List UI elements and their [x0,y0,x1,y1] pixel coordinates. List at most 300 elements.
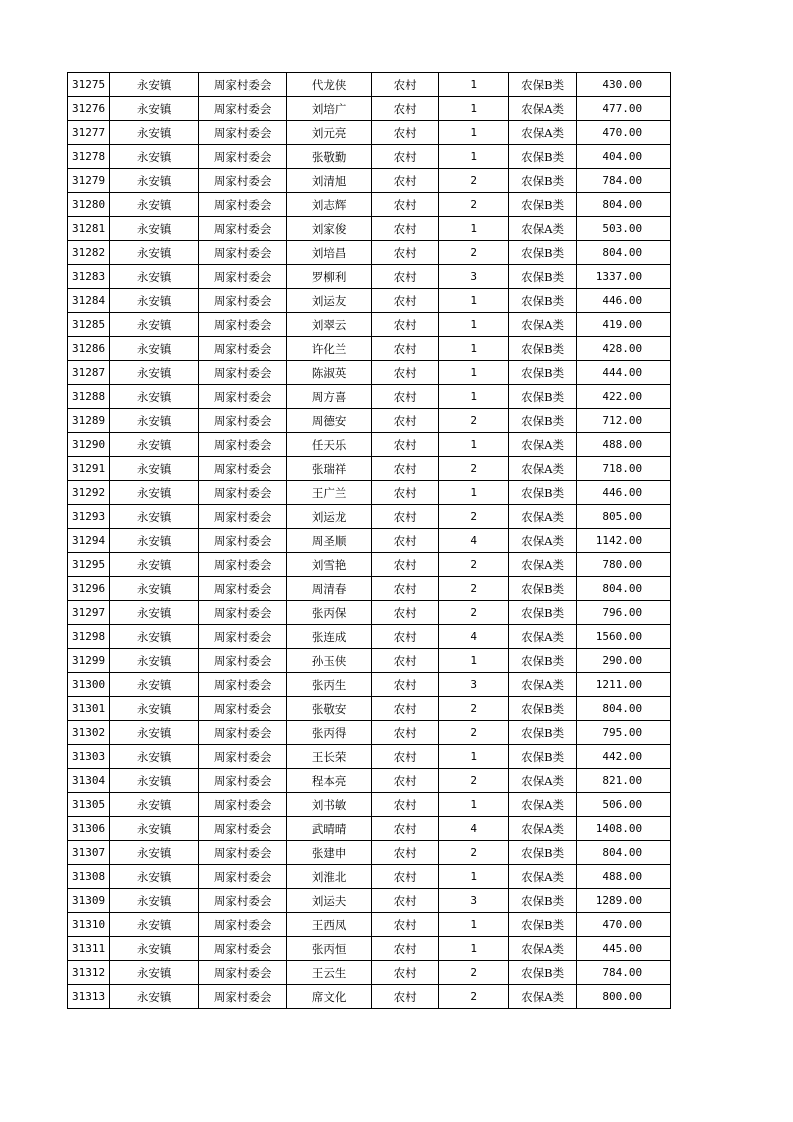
town-cell: 永安镇 [110,745,199,769]
type-cell: 农村 [372,697,439,721]
town-cell: 永安镇 [110,553,199,577]
category-cell: 农保A类 [509,673,577,697]
amount-cell: 290.00 [577,649,671,673]
category-cell: 农保B类 [509,73,577,97]
table-row [68,337,671,361]
category-cell: 农保B类 [509,409,577,433]
town-cell: 永安镇 [110,385,199,409]
town-cell: 永安镇 [110,193,199,217]
amount-cell: 477.00 [577,97,671,121]
count-cell: 2 [439,985,509,1009]
town-cell: 永安镇 [110,121,199,145]
name-cell: 周清春 [287,577,372,601]
name-cell: 刘雪艳 [287,553,372,577]
id-cell: 31283 [68,265,110,289]
type-cell: 农村 [372,769,439,793]
village-cell: 周家村委会 [199,769,287,793]
amount-cell: 470.00 [577,913,671,937]
name-cell: 任天乐 [287,433,372,457]
name-cell: 张敬勤 [287,145,372,169]
type-cell: 农村 [372,361,439,385]
table-row [68,817,671,841]
category-cell: 农保A类 [509,313,577,337]
type-cell: 农村 [372,73,439,97]
count-cell: 1 [439,649,509,673]
table-row [68,73,671,97]
village-cell: 周家村委会 [199,73,287,97]
type-cell: 农村 [372,121,439,145]
id-cell: 31277 [68,121,110,145]
category-cell: 农保B类 [509,145,577,169]
table-row [68,649,671,673]
town-cell: 永安镇 [110,217,199,241]
count-cell: 2 [439,577,509,601]
count-cell: 1 [439,865,509,889]
name-cell: 罗柳利 [287,265,372,289]
type-cell: 农村 [372,193,439,217]
table-row [68,697,671,721]
town-cell: 永安镇 [110,409,199,433]
category-cell: 农保B类 [509,721,577,745]
type-cell: 农村 [372,577,439,601]
town-cell: 永安镇 [110,457,199,481]
village-cell: 周家村委会 [199,217,287,241]
amount-cell: 805.00 [577,505,671,529]
name-cell: 张连成 [287,625,372,649]
category-cell: 农保A类 [509,937,577,961]
category-cell: 农保A类 [509,97,577,121]
data-table [67,72,671,1009]
amount-cell: 1142.00 [577,529,671,553]
table-row [68,505,671,529]
town-cell: 永安镇 [110,841,199,865]
amount-cell: 422.00 [577,385,671,409]
town-cell: 永安镇 [110,865,199,889]
count-cell: 1 [439,937,509,961]
count-cell: 1 [439,481,509,505]
count-cell: 2 [439,457,509,481]
table-row [68,529,671,553]
village-cell: 周家村委会 [199,577,287,601]
category-cell: 农保B类 [509,913,577,937]
village-cell: 周家村委会 [199,193,287,217]
town-cell: 永安镇 [110,313,199,337]
name-cell: 武晴晴 [287,817,372,841]
id-cell: 31289 [68,409,110,433]
category-cell: 农保B类 [509,385,577,409]
table-row [68,721,671,745]
id-cell: 31298 [68,625,110,649]
id-cell: 31293 [68,505,110,529]
village-cell: 周家村委会 [199,433,287,457]
amount-cell: 442.00 [577,745,671,769]
village-cell: 周家村委会 [199,313,287,337]
table-row [68,457,671,481]
type-cell: 农村 [372,529,439,553]
type-cell: 农村 [372,169,439,193]
id-cell: 31310 [68,913,110,937]
town-cell: 永安镇 [110,961,199,985]
amount-cell: 796.00 [577,601,671,625]
table-row [68,865,671,889]
amount-cell: 1211.00 [577,673,671,697]
id-cell: 31306 [68,817,110,841]
village-cell: 周家村委会 [199,721,287,745]
id-cell: 31308 [68,865,110,889]
amount-cell: 804.00 [577,697,671,721]
name-cell: 刘清旭 [287,169,372,193]
count-cell: 1 [439,217,509,241]
name-cell: 周方喜 [287,385,372,409]
table-row [68,673,671,697]
village-cell: 周家村委会 [199,793,287,817]
village-cell: 周家村委会 [199,985,287,1009]
table-row [68,625,671,649]
name-cell: 张丙保 [287,601,372,625]
village-cell: 周家村委会 [199,937,287,961]
category-cell: 农保B类 [509,841,577,865]
id-cell: 31281 [68,217,110,241]
category-cell: 农保B类 [509,169,577,193]
count-cell: 2 [439,697,509,721]
id-cell: 31301 [68,697,110,721]
name-cell: 刘淮北 [287,865,372,889]
category-cell: 农保B类 [509,241,577,265]
table-row [68,121,671,145]
village-cell: 周家村委会 [199,481,287,505]
town-cell: 永安镇 [110,361,199,385]
id-cell: 31309 [68,889,110,913]
category-cell: 农保A类 [509,625,577,649]
village-cell: 周家村委会 [199,97,287,121]
type-cell: 农村 [372,553,439,577]
name-cell: 张建申 [287,841,372,865]
village-cell: 周家村委会 [199,529,287,553]
table-row [68,361,671,385]
id-cell: 31294 [68,529,110,553]
amount-cell: 800.00 [577,985,671,1009]
village-cell: 周家村委会 [199,841,287,865]
table-row [68,145,671,169]
town-cell: 永安镇 [110,625,199,649]
name-cell: 王西凤 [287,913,372,937]
category-cell: 农保B类 [509,265,577,289]
name-cell: 刘运龙 [287,505,372,529]
village-cell: 周家村委会 [199,289,287,313]
table-row [68,553,671,577]
name-cell: 张敬安 [287,697,372,721]
id-cell: 31280 [68,193,110,217]
category-cell: 农保A类 [509,457,577,481]
name-cell: 刘运友 [287,289,372,313]
table-row [68,481,671,505]
name-cell: 张丙恒 [287,937,372,961]
count-cell: 1 [439,97,509,121]
name-cell: 王云生 [287,961,372,985]
town-cell: 永安镇 [110,97,199,121]
id-cell: 31290 [68,433,110,457]
amount-cell: 419.00 [577,313,671,337]
id-cell: 31295 [68,553,110,577]
name-cell: 刘运夫 [287,889,372,913]
category-cell: 农保B类 [509,961,577,985]
category-cell: 农保A类 [509,985,577,1009]
town-cell: 永安镇 [110,73,199,97]
type-cell: 农村 [372,841,439,865]
amount-cell: 712.00 [577,409,671,433]
town-cell: 永安镇 [110,673,199,697]
amount-cell: 446.00 [577,481,671,505]
count-cell: 2 [439,193,509,217]
table-row [68,241,671,265]
table-row [68,841,671,865]
count-cell: 1 [439,361,509,385]
village-cell: 周家村委会 [199,265,287,289]
count-cell: 1 [439,337,509,361]
name-cell: 刘培昌 [287,241,372,265]
town-cell: 永安镇 [110,769,199,793]
type-cell: 农村 [372,337,439,361]
id-cell: 31282 [68,241,110,265]
category-cell: 农保B类 [509,697,577,721]
count-cell: 4 [439,625,509,649]
town-cell: 永安镇 [110,505,199,529]
count-cell: 3 [439,889,509,913]
table-row [68,169,671,193]
village-cell: 周家村委会 [199,505,287,529]
town-cell: 永安镇 [110,169,199,193]
count-cell: 2 [439,601,509,625]
amount-cell: 804.00 [577,577,671,601]
amount-cell: 821.00 [577,769,671,793]
amount-cell: 1560.00 [577,625,671,649]
town-cell: 永安镇 [110,241,199,265]
amount-cell: 404.00 [577,145,671,169]
count-cell: 1 [439,121,509,145]
type-cell: 农村 [372,409,439,433]
count-cell: 2 [439,841,509,865]
type-cell: 农村 [372,865,439,889]
category-cell: 农保B类 [509,289,577,313]
name-cell: 张丙得 [287,721,372,745]
category-cell: 农保B类 [509,577,577,601]
category-cell: 农保A类 [509,433,577,457]
count-cell: 1 [439,913,509,937]
type-cell: 农村 [372,481,439,505]
count-cell: 3 [439,265,509,289]
count-cell: 2 [439,169,509,193]
type-cell: 农村 [372,241,439,265]
amount-cell: 795.00 [577,721,671,745]
town-cell: 永安镇 [110,889,199,913]
id-cell: 31299 [68,649,110,673]
table-row [68,409,671,433]
type-cell: 农村 [372,601,439,625]
town-cell: 永安镇 [110,721,199,745]
type-cell: 农村 [372,433,439,457]
village-cell: 周家村委会 [199,553,287,577]
category-cell: 农保A类 [509,817,577,841]
count-cell: 2 [439,721,509,745]
amount-cell: 428.00 [577,337,671,361]
name-cell: 刘志辉 [287,193,372,217]
category-cell: 农保A类 [509,769,577,793]
type-cell: 农村 [372,889,439,913]
type-cell: 农村 [372,721,439,745]
category-cell: 农保B类 [509,745,577,769]
town-cell: 永安镇 [110,937,199,961]
town-cell: 永安镇 [110,649,199,673]
name-cell: 刘书敏 [287,793,372,817]
amount-cell: 784.00 [577,169,671,193]
type-cell: 农村 [372,505,439,529]
table-row [68,265,671,289]
type-cell: 农村 [372,961,439,985]
town-cell: 永安镇 [110,265,199,289]
amount-cell: 784.00 [577,961,671,985]
category-cell: 农保B类 [509,889,577,913]
amount-cell: 488.00 [577,865,671,889]
name-cell: 席文化 [287,985,372,1009]
amount-cell: 804.00 [577,193,671,217]
id-cell: 31304 [68,769,110,793]
table-row [68,577,671,601]
village-cell: 周家村委会 [199,745,287,769]
amount-cell: 1289.00 [577,889,671,913]
category-cell: 农保A类 [509,553,577,577]
table-row [68,769,671,793]
amount-cell: 488.00 [577,433,671,457]
town-cell: 永安镇 [110,985,199,1009]
amount-cell: 780.00 [577,553,671,577]
amount-cell: 718.00 [577,457,671,481]
town-cell: 永安镇 [110,289,199,313]
table-row [68,793,671,817]
type-cell: 农村 [372,793,439,817]
village-cell: 周家村委会 [199,169,287,193]
count-cell: 3 [439,673,509,697]
village-cell: 周家村委会 [199,385,287,409]
id-cell: 31276 [68,97,110,121]
category-cell: 农保A类 [509,529,577,553]
name-cell: 孙玉侠 [287,649,372,673]
amount-cell: 446.00 [577,289,671,313]
count-cell: 1 [439,745,509,769]
type-cell: 农村 [372,625,439,649]
table-row [68,385,671,409]
town-cell: 永安镇 [110,601,199,625]
id-cell: 31300 [68,673,110,697]
name-cell: 刘培广 [287,97,372,121]
name-cell: 刘家俊 [287,217,372,241]
type-cell: 农村 [372,937,439,961]
count-cell: 1 [439,73,509,97]
village-cell: 周家村委会 [199,697,287,721]
village-cell: 周家村委会 [199,457,287,481]
village-cell: 周家村委会 [199,649,287,673]
amount-cell: 1408.00 [577,817,671,841]
name-cell: 周德安 [287,409,372,433]
village-cell: 周家村委会 [199,889,287,913]
category-cell: 农保B类 [509,193,577,217]
town-cell: 永安镇 [110,793,199,817]
category-cell: 农保A类 [509,505,577,529]
table-row [68,601,671,625]
name-cell: 张瑞祥 [287,457,372,481]
table-row [68,961,671,985]
count-cell: 1 [439,385,509,409]
type-cell: 农村 [372,313,439,337]
village-cell: 周家村委会 [199,145,287,169]
count-cell: 2 [439,505,509,529]
type-cell: 农村 [372,145,439,169]
type-cell: 农村 [372,985,439,1009]
table-row [68,913,671,937]
village-cell: 周家村委会 [199,625,287,649]
type-cell: 农村 [372,649,439,673]
name-cell: 王广兰 [287,481,372,505]
category-cell: 农保A类 [509,793,577,817]
type-cell: 农村 [372,289,439,313]
type-cell: 农村 [372,457,439,481]
village-cell: 周家村委会 [199,241,287,265]
id-cell: 31275 [68,73,110,97]
id-cell: 31307 [68,841,110,865]
category-cell: 农保B类 [509,481,577,505]
count-cell: 2 [439,553,509,577]
village-cell: 周家村委会 [199,961,287,985]
count-cell: 1 [439,433,509,457]
id-cell: 31286 [68,337,110,361]
name-cell: 周圣顺 [287,529,372,553]
id-cell: 31302 [68,721,110,745]
village-cell: 周家村委会 [199,601,287,625]
type-cell: 农村 [372,817,439,841]
table-body [68,73,671,1009]
name-cell: 程本亮 [287,769,372,793]
town-cell: 永安镇 [110,481,199,505]
id-cell: 31312 [68,961,110,985]
amount-cell: 430.00 [577,73,671,97]
town-cell: 永安镇 [110,433,199,457]
table-row [68,889,671,913]
village-cell: 周家村委会 [199,337,287,361]
type-cell: 农村 [372,385,439,409]
id-cell: 31285 [68,313,110,337]
table-row [68,193,671,217]
table-row [68,313,671,337]
name-cell: 王长荣 [287,745,372,769]
id-cell: 31288 [68,385,110,409]
village-cell: 周家村委会 [199,913,287,937]
table-row [68,97,671,121]
table-row [68,985,671,1009]
category-cell: 农保B类 [509,337,577,361]
name-cell: 代龙侠 [287,73,372,97]
name-cell: 许化兰 [287,337,372,361]
amount-cell: 804.00 [577,841,671,865]
type-cell: 农村 [372,673,439,697]
id-cell: 31311 [68,937,110,961]
village-cell: 周家村委会 [199,865,287,889]
count-cell: 1 [439,145,509,169]
id-cell: 31297 [68,601,110,625]
category-cell: 农保A类 [509,121,577,145]
amount-cell: 1337.00 [577,265,671,289]
id-cell: 31279 [68,169,110,193]
table-row [68,289,671,313]
amount-cell: 444.00 [577,361,671,385]
